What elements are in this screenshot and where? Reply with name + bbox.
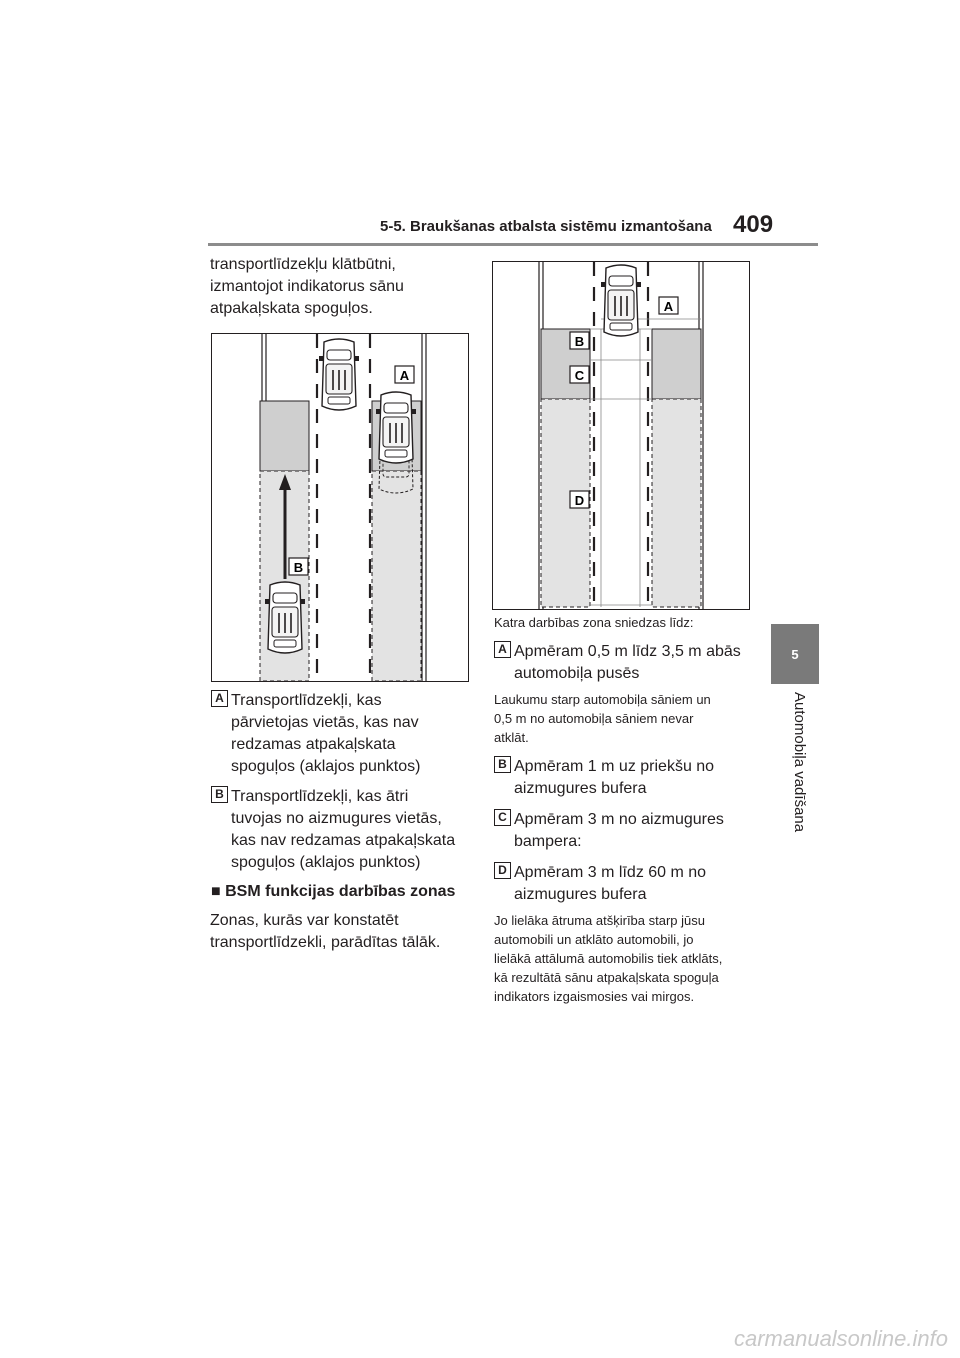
- chapter-title-vertical: Automobiļa vadīšana: [791, 692, 808, 833]
- badge: C: [494, 809, 511, 826]
- intro-text: transportlīdzekļu klātbūtni, izmantojot indikatorus sānu atpakaļskata spoguļos.: [210, 256, 404, 317]
- chapter-tab[interactable]: 5: [771, 624, 819, 684]
- closing-note: Jo lielāka ātruma atšķirība starp jūsu automobili un atklāto automobili, jo lielākā attālumā automobilis tiek atklāts, kā rezultātā sānu atpakaļskata spoguļa indikators izgaismosies vai mirgos.: [494, 913, 723, 1004]
- figure-caption: Katra darbības zona sniedzas līdz:: [494, 615, 694, 630]
- figure2-label-c: C: [574, 368, 585, 383]
- figure-blind-spot-overview: [211, 333, 469, 682]
- figure1-label-b: B: [293, 560, 304, 575]
- badge: B: [211, 786, 228, 803]
- header-rule: [208, 243, 818, 246]
- badge: B: [494, 756, 511, 773]
- blind-spot-diagram: [212, 334, 468, 681]
- figure1-label-a: A: [399, 368, 410, 383]
- page-number: 409: [733, 211, 774, 238]
- watermark: carmanualsonline.info: [733, 1326, 948, 1351]
- figure-detection-zones: [492, 261, 750, 610]
- detection-zone-diagram: [493, 262, 749, 609]
- section-title: 5-5. Braukšanas atbalsta sistēmu izmantošana: [380, 218, 712, 235]
- subheading: ■ BSM funkcijas darbības zonas: [211, 883, 456, 900]
- badge: A: [211, 690, 228, 707]
- figure2-label-a: A: [663, 299, 674, 314]
- note-a: Laukumu starp automobiļa sāniem un 0,5 m no automobiļa sāniem nevar atklāt.: [494, 692, 711, 745]
- badge: A: [494, 641, 511, 658]
- zones-text: Zonas, kurās var konstatēt transportlīdzekli, parādītas tālāk.: [210, 912, 441, 951]
- square-bullet-icon: ■: [211, 883, 221, 900]
- badge: D: [494, 862, 511, 879]
- figure2-label-b: B: [574, 334, 585, 349]
- figure2-label-d: D: [574, 493, 585, 508]
